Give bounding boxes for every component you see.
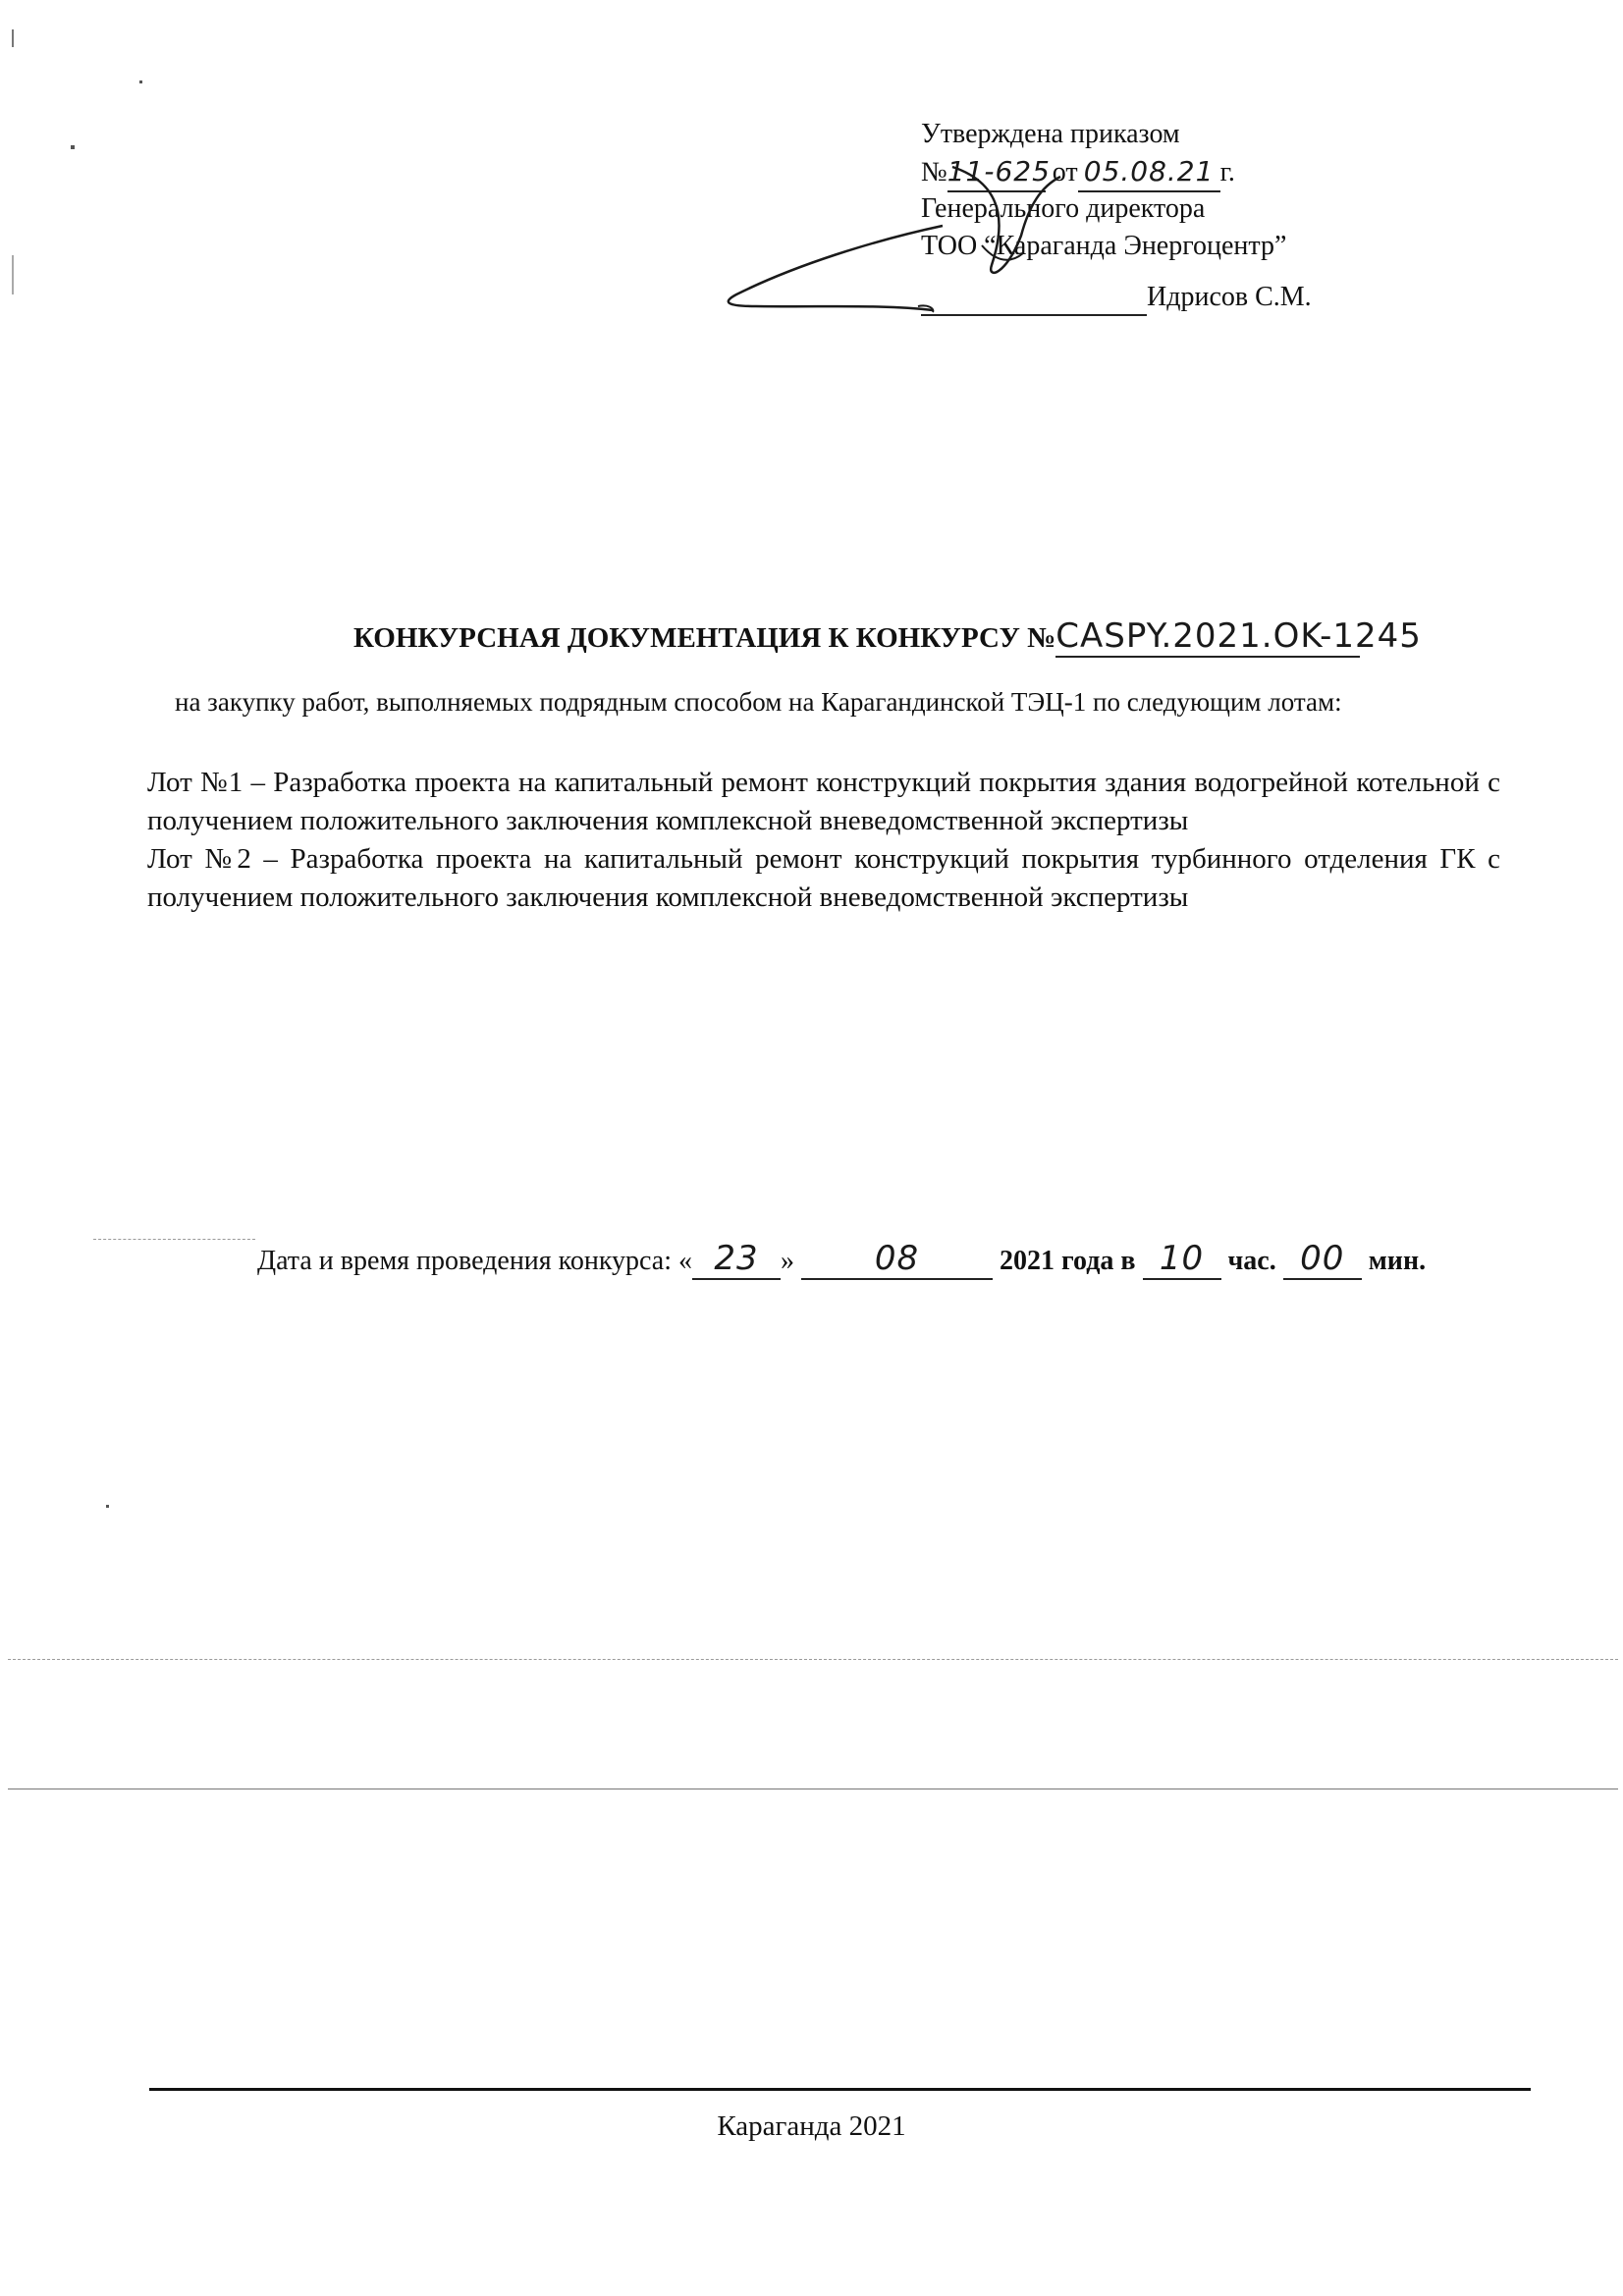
- footer-place-year: Караганда 2021: [717, 2110, 906, 2142]
- tender-datetime: [257, 1239, 1426, 1280]
- lots-list: [147, 764, 1500, 917]
- minute-handwritten: 00: [1283, 1239, 1362, 1280]
- director-signature: [717, 147, 1129, 324]
- signer-name: Идрисов С.М.: [1147, 282, 1312, 312]
- approval-company: ТОО “Караганда Энергоцентр”: [921, 231, 1287, 261]
- lot-2: Лот №2 – Разработка проекта на капитальный ремонт конструкций покрытия турбинного отделения ГК с получением положительного заключения комплексной вневедомственной экспертизы: [147, 843, 1500, 913]
- hour-label: час.: [1227, 1246, 1276, 1276]
- scan-dot: [139, 80, 142, 83]
- tender-number-handwritten: CASPY.2021.OK-1245: [1055, 616, 1422, 656]
- scan-dot: [106, 1505, 109, 1508]
- order-date-handwritten: 05.08.21: [1078, 153, 1220, 192]
- from-label: от: [1052, 157, 1078, 187]
- number-prefix: №: [921, 157, 947, 187]
- scan-mark: [12, 255, 14, 294]
- document-title: [353, 616, 1422, 658]
- scan-dot: [71, 145, 75, 149]
- scan-separator-dashed: [8, 1659, 1618, 1660]
- hour-handwritten: 10: [1143, 1239, 1221, 1280]
- close-quote: »: [781, 1246, 795, 1276]
- year-suffix: г.: [1219, 157, 1235, 187]
- day-handwritten: 23: [692, 1239, 781, 1280]
- minute-label: мин.: [1368, 1246, 1427, 1276]
- month-handwritten: 08: [801, 1239, 993, 1280]
- scan-mark: [12, 29, 14, 47]
- scan-artifact-line: [93, 1239, 255, 1240]
- approval-position: Генерального директора: [921, 193, 1206, 224]
- approval-title: Утверждена приказом: [921, 119, 1180, 149]
- document-subtitle: на закупку работ, выполняемых подрядным способом на Карагандинской ТЭЦ-1 по следующим лотам:: [175, 687, 1342, 717]
- title-text: КОНКУРСНАЯ ДОКУМЕНТАЦИЯ К КОНКУРСУ №: [353, 622, 1056, 654]
- year-text: 2021 года в: [1000, 1246, 1136, 1276]
- lot-1: Лот №1 – Разработка проекта на капитальный ремонт конструкций покрытия здания водогрейной котельной с получением положительного заключения комплексной вневедомственной экспертизы: [147, 767, 1500, 836]
- footer-rule: [149, 2088, 1531, 2091]
- order-number-handwritten: 11-625: [947, 153, 1046, 192]
- datetime-label: Дата и время проведения конкурса: «: [257, 1246, 693, 1276]
